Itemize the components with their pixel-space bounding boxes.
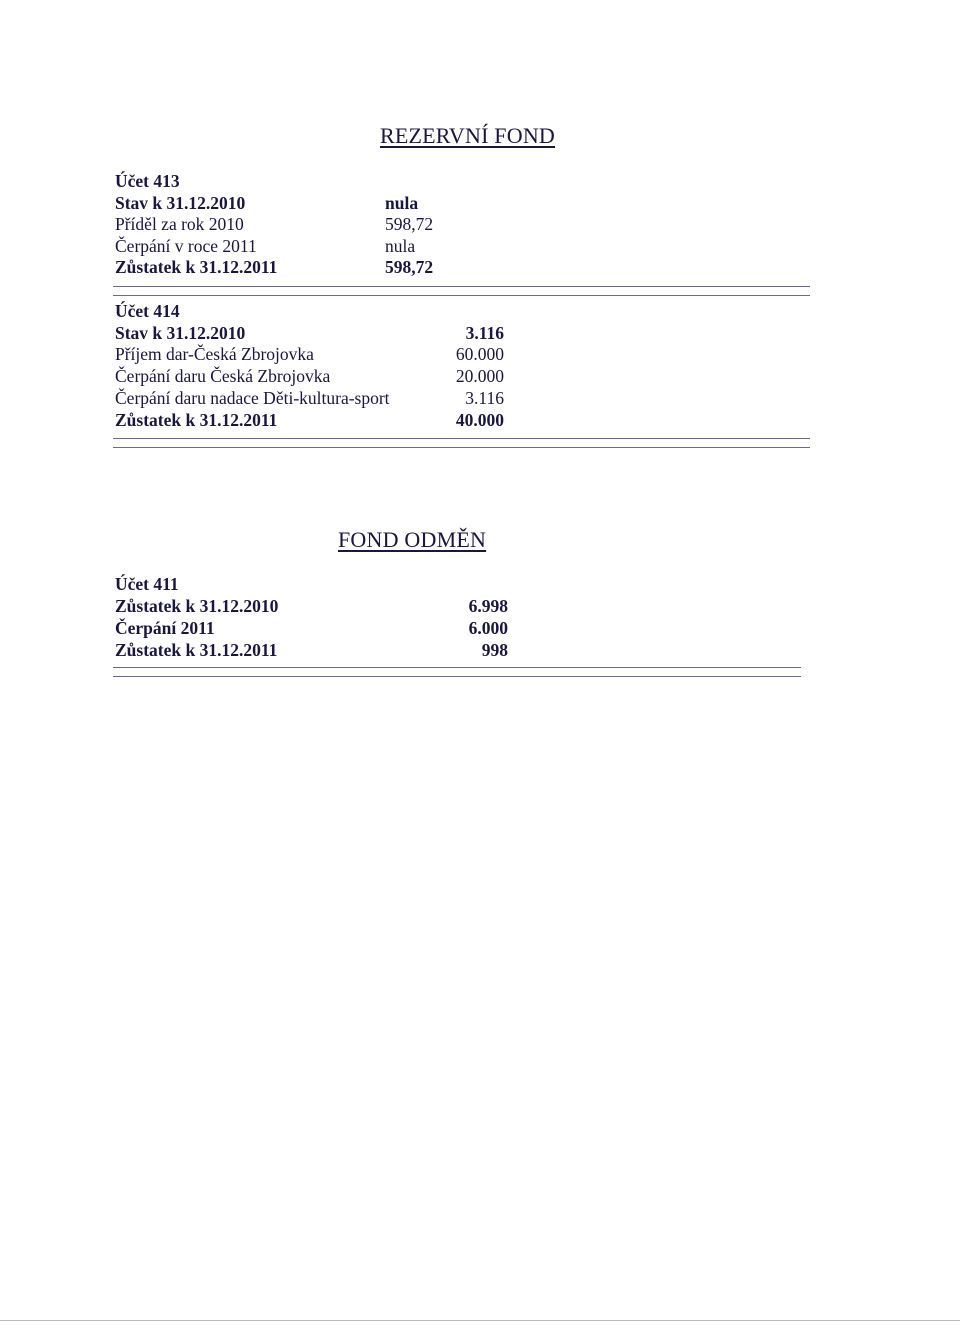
account-heading-413: Účet 413 [115,171,180,191]
ledger-label: Příjem dar-Česká Zbrojovka [115,344,314,364]
ledger-value: 6.000 [468,618,508,638]
ledger-label: Zůstatek k 31.12.2011 [115,640,278,660]
account-heading-411: Účet 411 [115,574,179,594]
ledger-label: Čerpání v roce 2011 [115,236,257,256]
ledger-label: Zůstatek k 31.12.2011 [115,410,278,430]
ledger-label: Stav k 31.12.2010 [115,323,246,343]
double-rule-separator [113,667,801,677]
ledger-label: Čerpání daru Česká Zbrojovka [115,366,331,386]
ledger-value: 6.998 [468,596,508,616]
scan-edge-line [0,1320,960,1321]
ledger-label: Zůstatek k 31.12.2010 [115,596,279,616]
ledger-value: 40.000 [455,410,504,430]
section-title-fond-odmen: FOND ODMĚN [338,527,487,552]
double-rule-separator [113,286,810,296]
ledger-label: Příděl za rok 2010 [115,214,244,234]
ledger-value: 998 [481,640,508,660]
double-rule-separator [113,438,810,448]
ledger-value: 3.116 [465,323,504,343]
ledger-value: 598,72 [385,257,434,277]
ledger-value: 3.116 [465,388,504,408]
ledger-value: 60.000 [455,344,504,364]
ledger-label: Zůstatek k 31.12.2011 [115,257,278,277]
ledger-label: Stav k 31.12.2010 [115,193,246,213]
ledger-value: nula [385,193,419,213]
ledger-value: 20.000 [455,366,504,386]
ledger-value: nula [385,236,416,256]
ledger-label: Čerpání 2011 [115,618,215,638]
account-heading-414: Účet 414 [115,301,180,321]
ledger-label: Čerpání daru nadace Děti-kultura-sport [115,388,390,408]
section-title-rezervni-fond: REZERVNÍ FOND [380,123,556,148]
ledger-value: 598,72 [385,214,434,234]
